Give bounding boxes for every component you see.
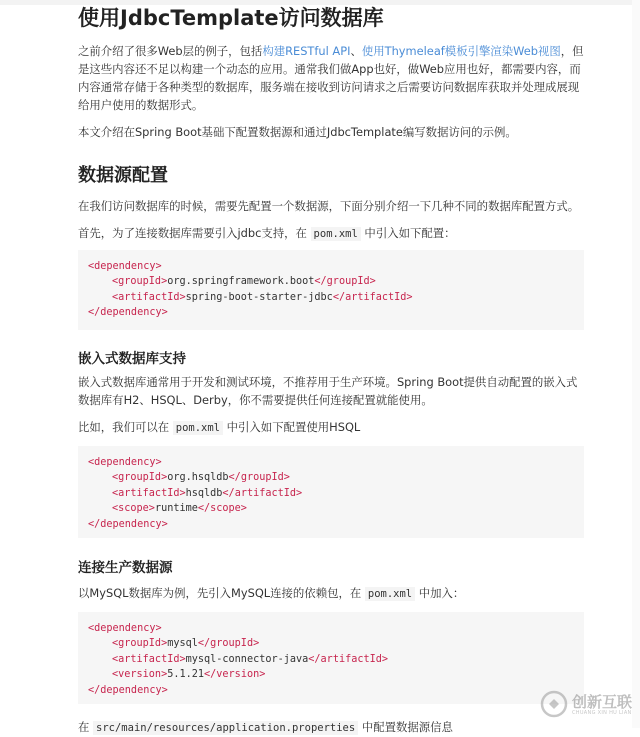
code-block-jdbc	[78, 250, 584, 330]
heading-production: 连接生产数据源	[78, 560, 173, 576]
code-tag: <groupId>	[112, 276, 168, 288]
code-block-mysql	[78, 612, 584, 704]
intro-paragraph	[78, 42, 584, 114]
code-value: runtime	[154, 503, 198, 515]
inline-code-pom: pom.xml	[311, 227, 361, 241]
heading-embedded: 嵌入式数据库支持	[78, 351, 186, 367]
datasource-paragraph-1: 在我们访问数据库的时候，需要先配置一个数据源，下面分别介绍一下几种不同的数据库配置方式。	[78, 199, 580, 213]
code-value: spring-boot-starter-jdbc	[185, 291, 333, 303]
production-paragraph-1	[78, 584, 584, 603]
code-tag: </artifactId>	[222, 487, 303, 499]
watermark-subtext: CHUANG XIN HU LIAN	[572, 710, 632, 716]
embedded-paragraph-2	[78, 418, 584, 437]
code-tag: </dependency>	[88, 307, 168, 319]
text: 中引入如下配置使用HSQL	[223, 420, 361, 434]
watermark-logo	[540, 688, 640, 724]
code-tag: </version>	[204, 669, 266, 681]
link-thymeleaf[interactable]: 使用Thymeleaf模板引擎渲染Web视图	[361, 44, 561, 58]
code-tag: <version>	[112, 669, 168, 681]
intro-paragraph-2: 本文介绍在Spring Boot基础下配置数据源和通过JdbcTemplate编写数据访问的示例。	[78, 125, 517, 139]
code-tag: <artifactId>	[112, 291, 186, 303]
code-tag: </dependency>	[88, 518, 168, 530]
code-value: org.springframework.boot	[167, 276, 315, 288]
heading-datasource: 数据源配置	[78, 165, 168, 186]
code-tag: <artifactId>	[112, 653, 186, 665]
link-restful-api[interactable]: 构建RESTful API	[262, 44, 351, 58]
code-value: mysql	[167, 638, 198, 650]
code-tag: </dependency>	[88, 684, 168, 696]
datasource-paragraph-2	[78, 224, 584, 243]
code-tag: <dependency>	[88, 261, 162, 272]
text: 中配置数据源信息	[358, 720, 453, 734]
code-tag: </groupId>	[197, 638, 260, 650]
watermark-text: 创新互联	[572, 694, 633, 711]
inline-code-properties: src/main/resources/application.properties	[93, 721, 358, 735]
code-value: org.hsqldb	[167, 472, 229, 484]
code-value: hsqldb	[185, 487, 223, 499]
code-tag: <scope>	[112, 503, 155, 515]
code-tag: <groupId>	[112, 472, 168, 484]
text: 首先，为了连接数据库需要引入jdbc支持，在	[78, 226, 311, 240]
inline-code-pom: pom.xml	[173, 421, 223, 435]
code-tag: <dependency>	[88, 623, 162, 634]
code-tag: </artifactId>	[332, 291, 413, 303]
page-title: 使用JdbcTemplate访问数据库	[78, 6, 384, 30]
code-tag: <dependency>	[88, 457, 162, 468]
inline-code-pom: pom.xml	[365, 587, 415, 601]
intro-text-2: ，但是这些内容还不足以构建一个动态的应用。通常我们做App也好，做Web应用也好，都需要内容，而内容通常存储于各种类型的数据库，服务端在接收到访问请求之后需要访问数据库获取并处理成展现给用户使用的数据形式。	[78, 44, 584, 112]
code-tag: </groupId>	[314, 276, 376, 288]
text: 比如，我们可以在	[78, 420, 173, 434]
code-value: mysql-connector-java	[185, 653, 309, 665]
intro-separator: 、	[350, 44, 362, 58]
code-tag: </scope>	[197, 503, 247, 515]
code-tag: </artifactId>	[308, 653, 389, 665]
code-value: 5.1.21	[167, 669, 205, 681]
code-tag: <artifactId>	[112, 487, 186, 499]
code-block-hsqldb	[78, 446, 584, 538]
code-tag: <groupId>	[112, 638, 168, 650]
logo-icon	[540, 690, 568, 718]
embedded-paragraph-1: 嵌入式数据库通常用于开发和测试环境，不推荐用于生产环境。Spring Boot提供自动配置的嵌入式数据库有H2、HSQL、Derby，你不需要提供任何连接配置就能使用。	[78, 375, 578, 407]
text: 中加入：	[415, 586, 465, 600]
text: 中引入如下配置：	[360, 226, 456, 240]
text: 在	[78, 720, 94, 734]
intro-text-1: 之前介绍了很多Web层的例子，包括	[78, 44, 263, 58]
right-edge	[632, 0, 640, 728]
text: 以MySQL数据库为例，先引入MySQL连接的依赖包，在	[78, 586, 365, 600]
code-tag: </groupId>	[228, 472, 290, 484]
